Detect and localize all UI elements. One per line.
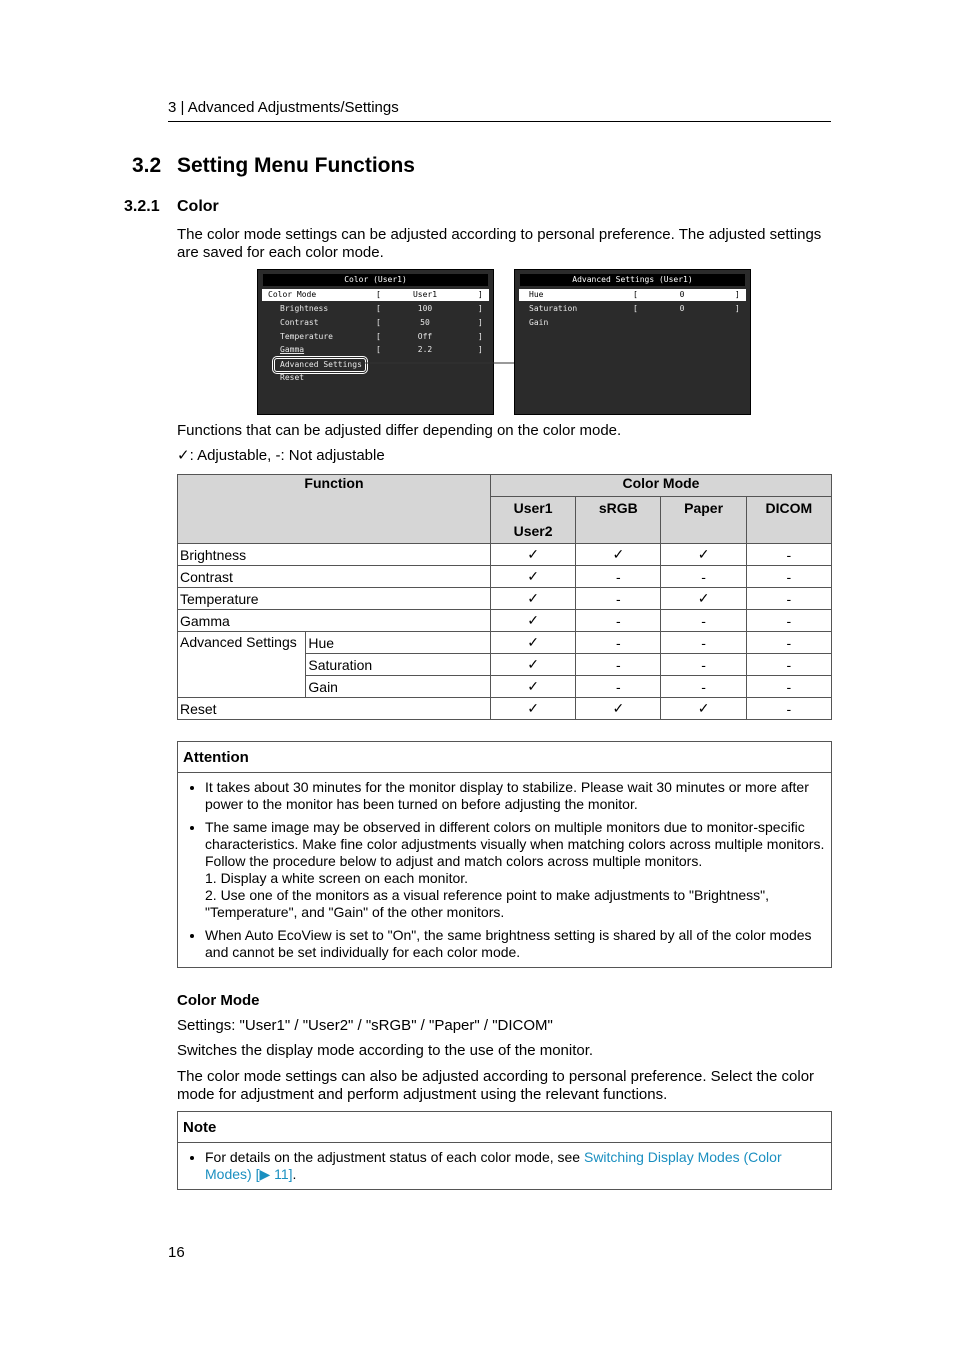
attention-list	[178, 773, 831, 967]
legend-line: ✓: Adjustable, -: Not adjustable	[177, 447, 385, 464]
header-function: Function	[178, 475, 491, 544]
table-row: Advanced Settings Hue ✓ - - -	[178, 632, 832, 654]
osd-row-contrast: Contrast [ 50 ]	[280, 318, 483, 327]
note-title: Note	[178, 1112, 831, 1143]
osd-advanced-menu	[514, 269, 751, 415]
switching-display-modes-link[interactable]: Switching Display Modes (Color Modes) [▶ 11]	[205, 1149, 782, 1182]
attention-title: Attention	[178, 742, 831, 773]
subsection-number: 3.2.1	[124, 198, 160, 215]
osd-row-color-mode: Color Mode [ User1 ]	[262, 289, 489, 301]
list-item: • It takes about 30 minutes for the monitor display to stabilize. Please wait 30 minutes or more after power to the monitor has been turned on before adjusting the monitor.	[205, 779, 825, 813]
table-row: Gamma ✓ - - -	[178, 610, 832, 632]
section-heading	[132, 154, 415, 178]
osd-color-menu	[257, 269, 494, 415]
section-title: Setting Menu Functions	[177, 154, 415, 177]
osd-row-gain: Gain	[529, 318, 549, 327]
subsection-heading	[124, 198, 219, 216]
list-item: • When Auto EcoView is set to "On", the same brightness setting is shared by all of the color modes and cannot be set individually for each color mode.	[205, 927, 825, 961]
function-table	[177, 474, 832, 720]
note-list	[178, 1143, 831, 1189]
osd-row-hue: Hue [ 0 ]	[519, 289, 746, 301]
header-color-mode: Color Mode	[490, 475, 831, 497]
osd-row-gamma: Gamma [ 2.2 ]	[280, 345, 483, 354]
osd-title: Advanced Settings (User1)	[520, 274, 745, 286]
color-mode-heading: Color Mode	[177, 992, 260, 1009]
color-mode-description: Switches the display mode according to the use of the monitor.	[177, 1042, 594, 1059]
subsection-title: Color	[177, 198, 219, 215]
osd-row-saturation: Saturation [ 0 ]	[529, 304, 740, 313]
header-dicom: DICOM	[746, 497, 831, 544]
color-mode-settings: Settings: "User1" / "User2" / "sRGB" / "Paper" / "DICOM"	[177, 1017, 553, 1034]
osd-row-brightness: Brightness [ 100 ]	[280, 304, 483, 313]
header-user: User1 User2	[490, 497, 575, 544]
osd-row-temperature: Temperature [ Off ]	[280, 332, 483, 341]
page-number: 16	[168, 1244, 185, 1261]
osd-row-reset: Reset	[280, 373, 305, 382]
osd-connector-line	[363, 360, 515, 366]
header-paper: Paper	[661, 497, 746, 544]
osd-row-advanced-settings: Advanced Settings	[274, 358, 366, 372]
note-box	[177, 1111, 832, 1190]
osd-title: Color (User1)	[263, 274, 488, 286]
header-rule	[168, 121, 831, 122]
table-row: Temperature ✓ - ✓ -	[178, 588, 832, 610]
table-row: Contrast ✓ - - -	[178, 566, 832, 588]
header-srgb: sRGB	[576, 497, 661, 544]
attention-box	[177, 741, 832, 968]
running-header: 3 | Advanced Adjustments/Settings	[168, 99, 399, 116]
table-row: Reset ✓ ✓ ✓ -	[178, 698, 832, 720]
section-number: 3.2	[132, 154, 162, 177]
list-item: • The same image may be observed in different colors on multiple monitors due to monitor-specific characteristics. Make fine color adjustments visually when matching colors across multiple monitors. Follow the procedure below to adjust and match colors across multiple monitors. 1. Display a white screen on each monitor. 2. Use one of the monitors as a visual reference point to make adjustments to "Brightness", "Temperature", and "Gain" of the other monitors.	[205, 819, 825, 921]
color-mode-description-2: The color mode settings can also be adjusted according to personal preference. Select the color mode for adjustment and perform adjustment using the relevant functions.	[177, 1068, 815, 1103]
intro-paragraph: The color mode settings can be adjusted according to personal preference. The adjusted settings are saved for each color mode.	[177, 226, 822, 261]
list-item: • For details on the adjustment status of each color mode, see Switching Display Modes (Color Modes) [▶ 11].	[205, 1149, 825, 1183]
table-row: Saturation ✓ - - -	[178, 654, 832, 676]
table-row: Brightness ✓ ✓ ✓ -	[178, 544, 832, 566]
functions-note: Functions that can be adjusted differ depending on the color mode.	[177, 422, 622, 439]
table-row: Gain ✓ - - -	[178, 676, 832, 698]
